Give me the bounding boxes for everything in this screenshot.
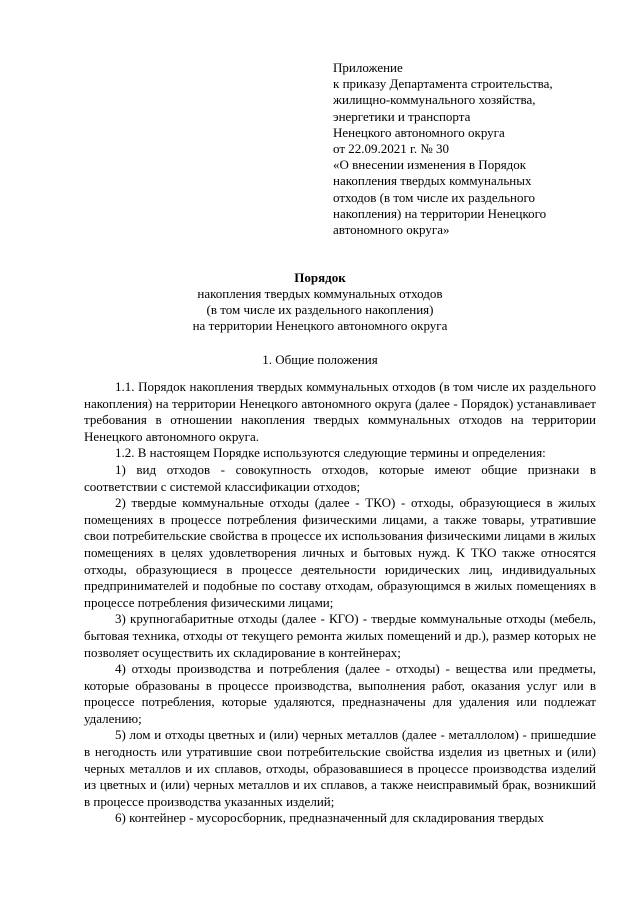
paragraph: 1) вид отходов - совокупность отходов, которые имеют общие признаки в соответствии с системой классификации отходов; [84,461,596,494]
title-line: (в том числе их раздельного накопления) [206,302,434,317]
annex-line: Приложение [333,60,403,75]
annex-line: к приказу Департамента строительства, [333,76,553,92]
paragraph: 2) твердые коммунальные отходы (далее - ТКО) - отходы, образующиеся в жилых помещениях в процессе потребления физическими лицами, а также товары, утратившие свои потребительские свойства в процессе их использования физическими лицами в жилых помещениях в целях удовлетворения личных и бытовых нужд. К ТКО также относятся отходы, образующиеся в процессе деятельности юридических лиц, индивидуальных предпринимателей и подобные по составу отходам, образующимся в жилых помещениях в процессе потребления физическими лицами; [84,495,596,610]
annex-line: отходов (в том числе их раздельного [333,189,536,205]
title-line: на территории Ненецкого автономного округа [192,318,448,333]
annex-line: накопления твердых коммунальных [333,173,532,189]
paragraph: 3) крупногабаритные отходы (далее - КГО) - твердые коммунальные отходы (мебель, бытовая техника, отходы от текущего ремонта жилых помещений и др.), размер которых не позволяет осуществить их складирование в контейнерах; [84,611,596,660]
title-line: накопления твердых коммунальных отходов [197,286,443,301]
paragraph: 6) контейнер - мусоросборник, предназначенный для складирования твердых [115,810,544,826]
annex-line: автономного округа» [333,222,450,238]
document-title [0,270,640,334]
paragraph: 1.2. В настоящем Порядке используются следующие термины и определения: [115,445,546,461]
paragraph: 5) лом и отходы цветных и (или) черных металлов (далее - металлолом) - пришедшие в негодность или утратившие свои потребительские свойства изделия из цветных и (или) черных металлов и их сплавов, отходы, образовавшиеся в процессе производства изделий из цветных и (или) черных металлов и их сплавов, а также неисправимый брак, возникший в процессе производства указанных изделий; [84,727,596,809]
annex-line: Ненецкого автономного округа [333,124,505,140]
paragraph: 1.1. Порядок накопления твердых коммунальных отходов (в том числе их раздельного накопления) на территории Ненецкого автономного округа (далее - Порядок) устанавливает требования в отношении накопления твердых коммунальных отходов на территории Ненецкого автономного округа. [84,379,596,444]
annex-line: «О внесении изменения в Порядок [333,157,527,173]
annex-line: энергетики и транспорта [333,108,471,124]
document-body [84,379,596,827]
title-heading: Порядок [294,270,346,285]
annex-line: жилищно-коммунального хозяйства, [333,92,536,108]
section-heading: 1. Общие положения [262,352,378,367]
annex-block [333,60,613,238]
annex-line: от 22.09.2021 г. № 30 [333,141,450,157]
paragraph: 4) отходы производства и потребления (далее - отходы) - вещества или предметы, которые образованы в процессе производства, выполнения работ, оказания услуг или в процессе потребления, которые удаляются, предназначены для удаления или подлежат удалению; [84,661,596,726]
annex-line: накопления) на территории Ненецкого [333,205,547,221]
